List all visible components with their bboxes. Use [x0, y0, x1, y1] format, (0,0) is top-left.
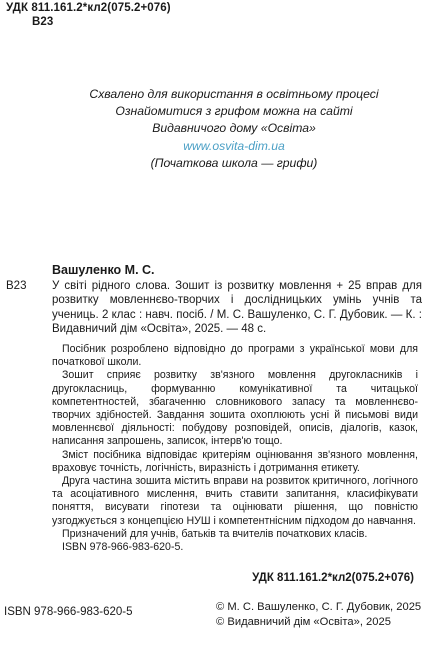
approval-line-3: Видавничого дому «Освіта»: [152, 121, 316, 136]
author-name: Вашуленко М. С.: [52, 263, 155, 277]
udk-header: [6, 2, 171, 28]
annotation-paragraph-3: Зміст посібника відповідає критеріям оцінювання зв'язного мовлення, враховує точність, логічність, виразність і дотримання етикету.: [52, 448, 418, 474]
catalog-description: У світі рідного слова. Зошит із розвитку мовлення + 25 вправ для розвитку мовленнєво-творчих і дослідницьких умінь учнів та учениць. 2 клас : навч. посіб. / М. С. Вашуленко, С. Г. Дубовик. — К. : Видавничий дім «Освіта», 2025. — 48 с.: [52, 280, 422, 335]
udk-code-bottom: УДК 811.161.2*кл2(075.2+076): [252, 572, 414, 584]
catalog-code-top: В23: [32, 16, 54, 28]
approval-line-1: Схвалено для використання в освітньому процесі: [89, 87, 379, 101]
approval-line-2: Ознайомитися з грифом можна на сайті: [115, 104, 353, 119]
approval-block: [40, 86, 428, 172]
catalog-entry: [6, 279, 424, 336]
annotation-text: [52, 343, 418, 554]
annotation-paragraph-2: Зошит сприяє розвитку зв'язного мовлення другокласників і другокласниць, формуванню комунікативної та читацької компетентностей, збагаченню словникового запасу та мовленнєво-творчих здібностей. Завдання зошита охоплюють усні й письмові види мовленнєвої діяльності: побудову розповідей, описів, діалогів, казок, написання запрошень, записок, інтерв'ю тощо.: [52, 369, 418, 448]
catalog-code: В23: [6, 280, 27, 292]
publisher-url: www.osvita-dim.ua: [183, 138, 285, 153]
annotation-paragraph-4: Друга частина зошита містить вправи на розвиток критичного, логічного та асоціативного мислення, вчить ставити запитання, класифікувати поняття, висувати гіпотези та оцінювати рішення, що повністю узгоджується з концепцією НУШ і компетентнісним підходом до навчання.: [52, 475, 418, 527]
annotation-paragraph-1: Посібник розроблено відповідно до програми з української мови для початкової школи.: [52, 343, 418, 369]
udk-code-top: УДК 811.161.2*кл2(075.2+076): [6, 2, 171, 14]
approval-line-5: (Початкова школа — грифи): [150, 155, 318, 170]
isbn-bottom: ISBN 978-966-983-620-5: [4, 606, 133, 618]
copyright-authors: © М. С. Вашуленко, С. Г. Дубовик, 2025: [216, 601, 422, 613]
copyright-publisher: © Видавничий дім «Освіта», 2025: [216, 615, 391, 628]
annotation-isbn: ISBN 978-966-983-620-5.: [62, 541, 184, 554]
annotation-paragraph-5: Призначений для учнів, батьків та вчителів початкових класів.: [62, 527, 368, 540]
copyright-block: [216, 600, 421, 629]
